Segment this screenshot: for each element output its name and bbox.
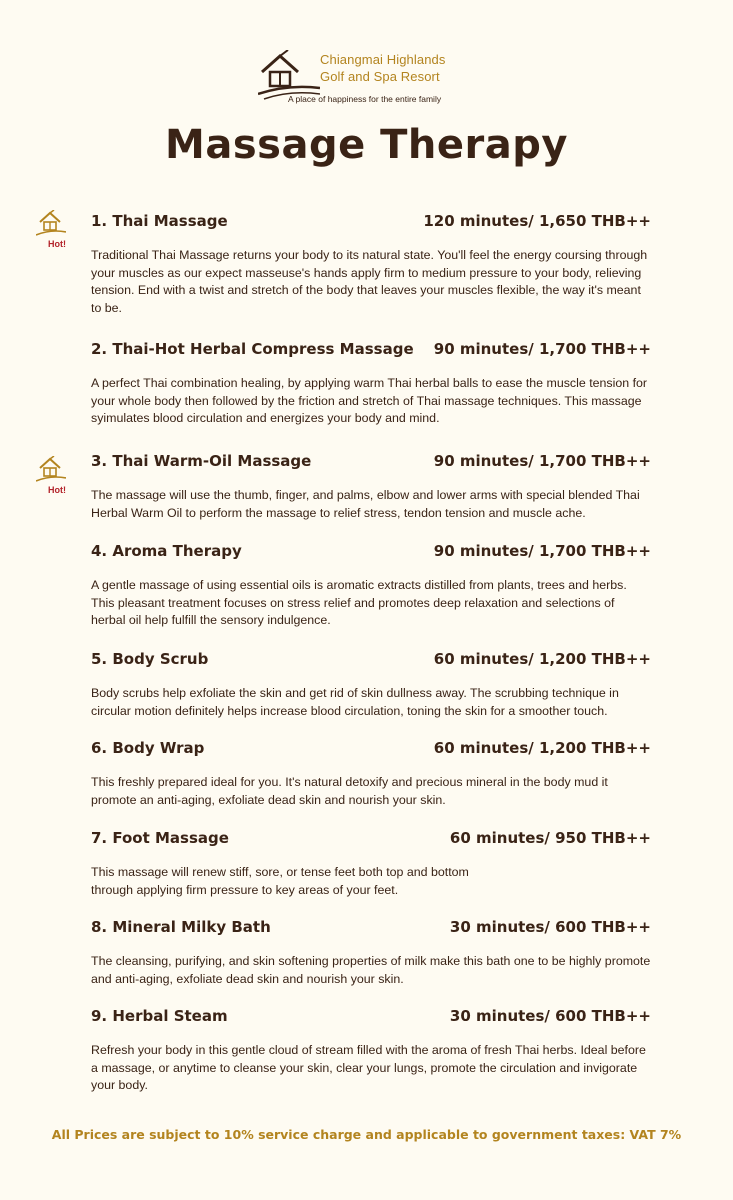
item-name: 4. Aroma Therapy [91,542,242,560]
resort-tagline: A place of happiness for the entire family [288,94,442,104]
item-description: Refresh your body in this gentle cloud of stream filled with the aroma of fresh Thai herbs. Ideal before a massage, or anytime to cleanse your skin, clear your lungs, promote the circulation and invigorate your body. [91,1043,646,1092]
menu-item [91,829,651,899]
item-price: 30 minutes/ 600 THB++ [449,918,651,936]
menu-item [91,918,651,988]
item-name: 1. Thai Massage [91,212,228,230]
menu-item [91,650,651,720]
house-hot-icon [36,456,66,484]
item-name: 7. Foot Massage [91,829,229,847]
hot-label: Hot! [48,485,66,495]
item-name: 3. Thai Warm-Oil Massage [91,452,312,470]
menu-item [91,340,651,428]
price-disclaimer: All Prices are subject to 10% service charge and applicable to government taxes: VAT 7% [51,1127,682,1142]
menu-item [91,1007,651,1095]
item-price: 60 minutes/ 1,200 THB++ [433,739,651,757]
resort-logo [258,50,478,112]
item-description: A gentle massage of using essential oils is aromatic extracts distilled from plants, trees and herbs. This pleasant treatment focuses on stress relief and promotes deep relaxation and selections of herbal oil help fulfill the sensory indulgence. [91,578,627,627]
item-price: 90 minutes/ 1,700 THB++ [433,452,651,470]
item-price: 60 minutes/ 950 THB++ [449,829,651,847]
item-name: 9. Herbal Steam [91,1007,228,1025]
item-description: This massage will renew stiff, sore, or tense feet both top and bottom through applying firm pressure to key areas of your feet. [91,865,469,897]
item-description: The massage will use the thumb, finger, and palms, elbow and lower arms with special blended Thai Herbal Warm Oil to perform the massage to relief stress, tendon tension and muscle ache. [91,488,640,520]
item-description: Traditional Thai Massage returns your body to its natural state. You'll feel the energy coursing through your muscles as our expect masseuse's hands apply firm to medium pressure to your body, relieving tension. End with a twist and stretch of the body that leaves your muscles flexible, the way it's meant to be. [91,248,648,315]
house-logo-icon [258,50,320,100]
page-title: Massage Therapy [165,122,568,168]
item-price: 30 minutes/ 600 THB++ [449,1007,651,1025]
hot-label: Hot! [48,239,66,249]
item-description: The cleansing, purifying, and skin softening properties of milk make this bath one to be highly promote and anti-aging, exfoliate dead skin and nourish your skin. [91,954,651,986]
hot-badge [34,456,74,496]
item-name: 2. Thai-Hot Herbal Compress Massage [91,340,414,358]
menu-item [91,739,651,809]
item-price: 90 minutes/ 1,700 THB++ [433,542,651,560]
house-hot-icon [36,210,66,238]
item-price: 120 minutes/ 1,650 THB++ [423,212,651,230]
item-description: A perfect Thai combination healing, by applying warm Thai herbal balls to ease the muscle tension for your whole body then followed by the friction and stretch of Thai massage techniques. This massage syimulates blood circulation and energizes your body and mind. [91,376,648,425]
item-name: 6. Body Wrap [91,739,205,757]
menu-item [91,542,651,630]
menu-item [91,212,651,317]
item-description: Body scrubs help exfoliate the skin and get rid of skin dullness away. The scrubbing technique in circular motion definitely helps increase blood circulation, toning the skin for a smoother touch. [91,686,619,718]
item-name: 8. Mineral Milky Bath [91,918,271,936]
item-price: 90 minutes/ 1,700 THB++ [433,340,651,358]
item-description: This freshly prepared ideal for you. It's natural detoxify and precious mineral in the body mud it promote an anti-aging, exfoliate dead skin and nourish your skin. [91,775,608,807]
hot-badge [34,210,74,250]
menu-item [91,452,651,522]
item-name: 5. Body Scrub [91,650,209,668]
item-price: 60 minutes/ 1,200 THB++ [433,650,651,668]
resort-name-line2: Golf and Spa Resort [320,69,440,84]
resort-name-line1: Chiangmai Highlands [320,52,446,67]
